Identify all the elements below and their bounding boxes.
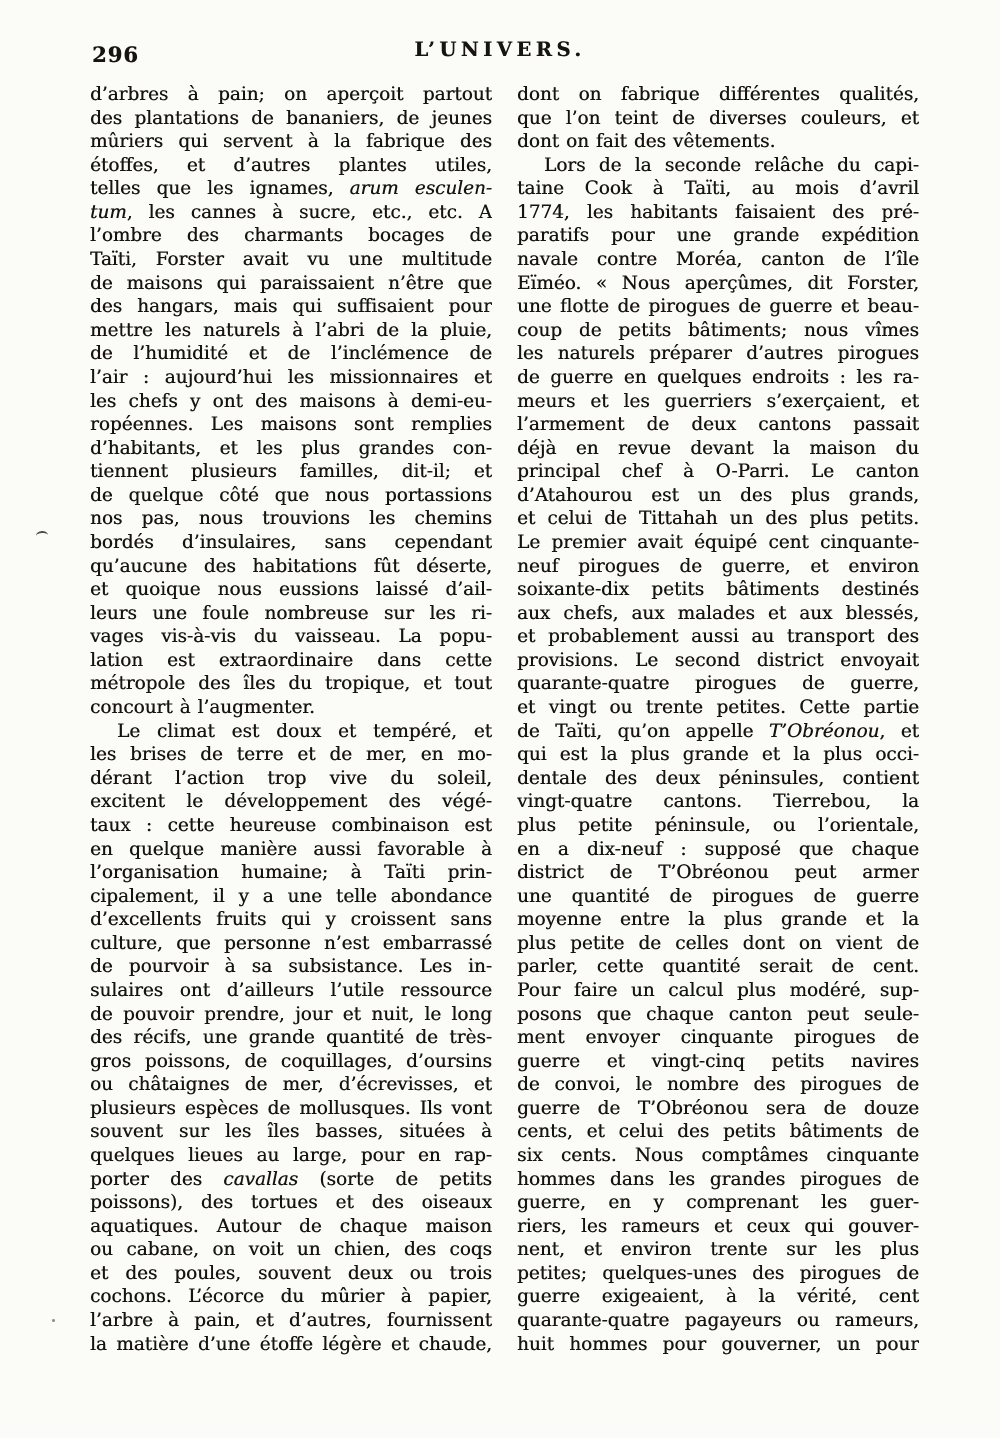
text-line: coup de petits bâtiments; nous vîmes: [517, 319, 919, 341]
text-line: moyenne entre la plus grande et la: [517, 909, 919, 931]
text-line: concourt à l’augmenter.: [90, 697, 315, 719]
text-line: plus petite de celles dont on vient de: [517, 932, 919, 954]
text-line: une flotte de pirogues de guerre et beau-: [517, 296, 919, 318]
text-line: l’armement de deux cantons passait: [517, 414, 919, 436]
text-line: les brises de terre et de mer, en mo-: [90, 744, 492, 766]
text-line: les chefs y ont des maisons à demi-eu-: [90, 390, 492, 412]
text-line: navale contre Moréa, canton de l’île: [517, 249, 919, 271]
scan-artifact-mark: [36, 531, 49, 541]
text-line: cipalement, il y a une telle abondance: [90, 885, 492, 907]
text-line: guerre exigeaient, à la vérité, cent: [517, 1286, 919, 1308]
text-line: des plantations de bananiers, de jeunes: [90, 107, 492, 129]
text-line: de convoi, le nombre des pirogues de: [517, 1074, 919, 1096]
text-line: d’arbres à pain; on aperçoit partout: [90, 84, 492, 105]
text-line: neuf pirogues de guerre, et environ: [517, 555, 919, 577]
text-line: cents, et celui des petits bâtiments de: [517, 1121, 919, 1143]
paragraph: [90, 720, 492, 1357]
text-line: sulaires ont d’ailleurs l’utile ressource: [90, 979, 492, 1001]
text-line: district de T’Obréonou peut armer: [517, 862, 919, 884]
text-line: 1774, les habitants faisaient des pré-: [517, 201, 919, 223]
text-line: guerre de T’Obréonou sera de douze: [517, 1097, 919, 1119]
text-line: Le premier avait équipé cent cinquante-: [517, 531, 919, 553]
text-line: de pouvoir prendre, jour et nuit, le long: [90, 1003, 492, 1025]
text-line: dérant l’action trop vive du soleil,: [90, 767, 492, 789]
text-line: quarante-quatre pagayeurs ou rameurs,: [517, 1310, 919, 1332]
text-line: nent, et environ trente sur les plus: [517, 1239, 919, 1261]
text-line: aquatiques. Autour de chaque maison: [90, 1215, 492, 1237]
text-line: Pour faire un calcul plus modéré, sup-: [517, 979, 919, 1001]
text-line: l’ombre des charmants bocages de: [90, 225, 492, 247]
text-line: riers, les rameurs et ceux qui gouver-: [517, 1215, 919, 1237]
text-line: lation est extraordinaire dans cette: [90, 649, 492, 671]
right-text-column: [517, 83, 919, 1356]
text-line: déjà en revue devant la maison du: [517, 437, 919, 459]
text-line: vages vis-à-vis du vaisseau. La popu-: [90, 626, 492, 648]
text-line: de Taïti, qu’on appelle T’Obréonou, et: [517, 720, 919, 742]
text-line: huit hommes pour gouverner, un pour: [517, 1333, 919, 1355]
text-line: Lors de la seconde relâche du capi-: [544, 154, 919, 176]
text-line: provisions. Le second district envoyait: [517, 649, 919, 671]
text-line: d’habitants, et les plus grandes con-: [90, 437, 492, 459]
text-line: de pourvoir à sa subsistance. Les in-: [90, 956, 492, 978]
text-line: hommes dans les grandes pirogues de: [517, 1168, 919, 1190]
text-line: ment envoyer cinquante pirogues de: [517, 1027, 919, 1049]
text-line: bordés d’insulaires, sans cependant: [90, 531, 492, 553]
text-line: six cents. Nous comptâmes cinquante: [517, 1145, 919, 1167]
text-line: l’air : aujourd’hui les missionnaires et: [90, 366, 492, 388]
text-line: taine Cook à Taïti, au mois d’avril: [517, 178, 919, 200]
text-line: cochons. L’écorce du mûrier à papier,: [90, 1286, 492, 1308]
text-line: de quelque côté que nous portassions: [90, 484, 492, 506]
text-line: et probablement aussi au transport des: [517, 626, 919, 648]
text-line: guerre et vingt-cinq petits navires: [517, 1050, 919, 1072]
paragraph: [90, 83, 492, 720]
scan-artifact-dot: [52, 1319, 55, 1322]
text-line: tiennent plusieurs familles, dit-il; et: [90, 461, 492, 483]
text-line: quarante-quatre pirogues de guerre,: [517, 673, 919, 695]
text-line: de l’humidité et de l’inclémence de: [90, 343, 492, 365]
text-line: métropole des îles du tropique, et tout: [90, 673, 492, 695]
text-line: quelques lieues au large, pour en rap-: [90, 1145, 492, 1167]
text-line: dont on fabrique différentes qualités,: [517, 84, 919, 105]
text-line: que l’on teint de diverses couleurs, et: [517, 107, 919, 129]
text-line: plus petite péninsule, ou l’orientale,: [517, 814, 919, 836]
text-line: Le climat est doux et tempéré, et: [117, 720, 492, 742]
text-line: souvent sur les îles basses, situées à: [90, 1121, 492, 1143]
text-line: dentale des deux péninsules, contient: [517, 767, 919, 789]
left-text-column: [90, 83, 492, 1356]
text-line: l’organisation humaine; à Taïti prin-: [90, 862, 492, 884]
text-line: soixante-dix petits bâtiments destinés: [517, 579, 919, 601]
text-line: mettre les naturels à l’abri de la pluie,: [90, 319, 492, 341]
text-line: paratifs pour une grande expédition: [517, 225, 919, 247]
text-line: taux : cette heureuse combinaison est: [90, 814, 492, 836]
text-line: l’arbre à pain, et d’autres, fournissent: [90, 1310, 492, 1332]
text-line: et quoique nous eussions laissé d’ail-: [90, 579, 492, 601]
text-line: des hangars, mais qui suffisaient pour: [90, 296, 492, 318]
text-line: en quelque manière aussi favorable à: [90, 838, 492, 860]
text-line: plusieurs espèces de mollusques. Ils vont: [90, 1097, 492, 1119]
text-line: les naturels préparer d’autres pirogues: [517, 343, 919, 365]
paragraph: [517, 83, 919, 154]
text-line: vingt-quatre cantons. Tierrebou, la: [517, 791, 919, 813]
page-number: 296: [92, 42, 139, 67]
text-line: parler, cette quantité serait de cent.: [517, 956, 919, 978]
text-line: ropéennes. Les maisons sont remplies: [90, 414, 492, 436]
text-line: poissons), des tortues et des oiseaux: [90, 1192, 492, 1214]
text-line: et des poules, souvent deux ou trois: [90, 1262, 492, 1284]
text-line: qui est la plus grande et la plus occi-: [517, 744, 919, 766]
text-line: aux chefs, aux malades et aux blessés,: [517, 602, 919, 624]
text-line: de guerre en quelques endroits : les ra-: [517, 366, 919, 388]
text-line: qu’aucune des habitations fût déserte,: [90, 555, 492, 577]
text-line: et vingt ou trente petites. Cette partie: [517, 697, 919, 719]
text-line: gros poissons, de coquillages, d’oursins: [90, 1050, 492, 1072]
text-line: meurs et les guerriers s’exerçaient, et: [517, 390, 919, 412]
paragraph: [517, 154, 919, 1356]
text-line: Taïti, Forster avait vu une multitude: [90, 249, 492, 271]
text-line: Eïméo. « Nous aperçûmes, dit Forster,: [517, 272, 919, 294]
text-line: dont on fait des vêtements.: [517, 131, 776, 153]
text-line: tum, les cannes à sucre, etc., etc. A: [90, 201, 492, 223]
text-line: d’Atahourou est un des plus grands,: [517, 484, 919, 506]
text-line: telles que les ignames, arum esculen-: [90, 178, 492, 200]
text-line: la matière d’une étoffe légère et chaude,: [90, 1333, 492, 1355]
text-line: leurs une foule nombreuse sur les ri-: [90, 602, 492, 624]
text-line: des récifs, une grande quantité de très-: [90, 1027, 492, 1049]
text-line: mûriers qui servent à la fabrique des: [90, 131, 492, 153]
text-line: étoffes, et d’autres plantes utiles,: [90, 154, 492, 176]
running-title: L’UNIVERS.: [414, 38, 586, 61]
text-line: culture, que personne n’est embarrassé: [90, 932, 492, 954]
text-line: en a dix-neuf : supposé que chaque: [517, 838, 919, 860]
text-line: une quantité de pirogues de guerre: [517, 885, 919, 907]
text-line: guerre, en y comprenant les guer-: [517, 1192, 919, 1214]
text-line: excitent le développement des végé-: [90, 791, 492, 813]
text-line: ou cabane, on voit un chien, des coqs: [90, 1239, 492, 1261]
text-line: ou châtaignes de mer, d’écrevisses, et: [90, 1074, 492, 1096]
text-line: de maisons qui paraissaient n’être que: [90, 272, 492, 294]
text-line: et celui de Tittahah un des plus petits.: [517, 508, 919, 530]
text-line: principal chef à O-Parri. Le canton: [517, 461, 919, 483]
text-line: petites; quelques-unes des pirogues de: [517, 1262, 919, 1284]
text-line: nos pas, nous trouvions les chemins: [90, 508, 492, 530]
text-line: posons que chaque canton peut seule-: [517, 1003, 919, 1025]
text-line: d’excellents fruits qui y croissent sans: [90, 909, 492, 931]
text-line: porter des cavallas (sorte de petits: [90, 1168, 492, 1190]
